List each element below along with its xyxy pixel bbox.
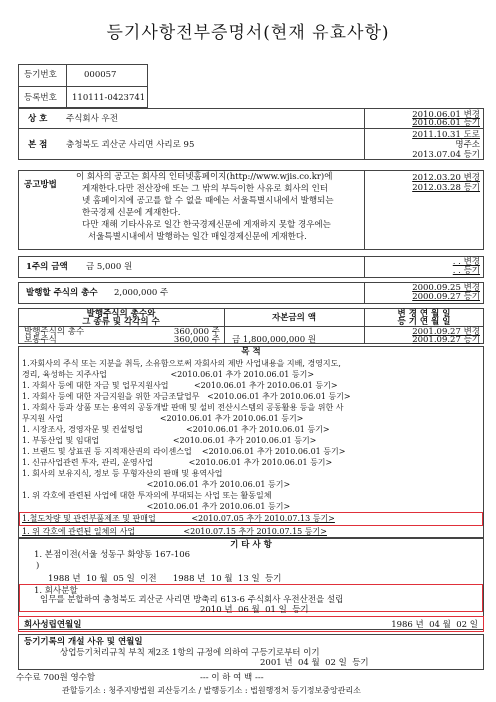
ledger-line-1: 상업등기처리규칙 부칙 제2조 1항의 규정에 의하여 구등기로부터 이기 [60, 648, 320, 658]
purpose-line-7: 1. 부동산업 및 임대업 <2010.06.01 추가 2010.06.01 등기> [22, 436, 317, 445]
fee-text: 수수료 700원 영수함 [16, 673, 96, 683]
issued-row-0-label: 발행주식의 총수 [24, 327, 85, 337]
total-shares-hist-1: 2000.09.27 등기 [412, 292, 480, 302]
ledger-line-2: 2001 년 04 월 02 일 등기 [260, 658, 369, 668]
purpose-line-4: 1. 자회사 등과 상품 또는 용역의 공동개발 판매 및 설비 전산시스템의 공동활용 등을 위한 사 [22, 403, 344, 412]
notice-hist-0: 2012.03.20 변경 [412, 173, 480, 183]
issued-row-0-value: 360,000 주 [173, 327, 220, 337]
office-hist-0: 2011.10.31 도로 [412, 130, 480, 140]
other-line-5: 임무를 분할하여 충청북도 괴산군 사리면 방축리 613-6 주식회사 우전산전을 설립 [40, 595, 344, 605]
office-label: 본 점 [28, 140, 48, 150]
notice-line-4: 다만 재해 기타사유로 일간 한국경제신문에 게재하지 못할 경우에는 [82, 220, 331, 230]
reg-no-label: 등기번호 [24, 70, 57, 80]
notice-line-1: 게재한다.다만 전산장애 또는 그 밖의 부득이한 사유로 회사의 인터 [82, 184, 329, 194]
office-hist-2: 2013.07.04 등기 [412, 150, 480, 160]
page-title: 등기사항전부증명서(현재 유효사항) [106, 23, 390, 43]
name-hist-1: 2010.06.01 등기 [412, 118, 480, 128]
issued-hist-0: 2001.09.27 변경 [412, 327, 480, 337]
capital-value: 금 1,800,000,000 원 [232, 335, 317, 345]
notice-line-5: 서울특별시내에서 발행하는 일간 매일경제신문에 게재한다. [88, 232, 307, 242]
purpose-line-12: 1. 위 각호에 관련된 사업에 대한 투자의에 부대되는 사업 또는 활동일체 [22, 491, 272, 500]
total-shares-hist-0: 2000.09.25 변경 [412, 283, 480, 293]
issued-header-1: 발행주식의 총수와 [86, 309, 156, 319]
issued-row-1-value: 360,000 주 [173, 335, 220, 345]
purpose-line-2: 1. 자회사 등에 대한 자금 및 업무지원사업 <2010.06.01 추가 2010.06.01 등기> [22, 381, 338, 390]
other-line-6: 2010 년 06 월 01 일 등기 [200, 605, 309, 615]
notice-line-3: 한국경제 신문에 게재한다. [82, 208, 181, 218]
purpose-highlight-1: 1.철도차량 및 관련부품제조 및 판매업 <2010.07.05 추가 2010.07.13 등기> [22, 514, 335, 523]
office-address: 충청북도 괴산군 사리면 사리로 95 [66, 140, 195, 150]
establishment-value: 1986 년 04 월 02 일 [391, 620, 478, 630]
office-hist-1: 명주소 [455, 140, 480, 150]
capital-header: 자본금의 액 [271, 313, 316, 323]
date-header-1: 변 경 연 월 일 [397, 309, 451, 319]
purpose-line-11: <2010.06.01 추가 2010.06.01 등기> [22, 480, 291, 489]
issued-hist-1: 2001.09.27 등기 [412, 335, 480, 345]
issued-row-1-label: 보통주식 [24, 335, 57, 345]
reg-id-label: 등록번호 [24, 93, 57, 103]
other-line-3: 1988 년 10 월 05 일 이전 1988 년 10 월 13 일 등기 [48, 574, 282, 584]
other-line-4: 1. 회사분할 [34, 586, 78, 596]
name-hist-0: 2010.06.01 변경 [412, 110, 480, 120]
office-info: 관할등기소 : 청주지방법원 괴산등기소 / 발행등기소 : 법원행정처 등기정보중앙관리소 [62, 686, 361, 695]
company-name-label: 상 호 [28, 114, 48, 124]
purpose-line-10: 1. 회사의 보유지식, 정보 등 무형자산의 판매 및 용역사업 [22, 469, 223, 478]
purpose-highlight-2: 1. 위 각호에 관련된 일체의 사업 <2010.07.15 추가 2010.07.15 등기> [22, 527, 327, 536]
end-marker: --- 이 하 여 백 --- [200, 673, 264, 683]
purpose-line-3: 1. 자회사 등에 대한 자금지원을 위한 자금조달업무 <2010.06.01 추가 2010.06.01 등기> [22, 392, 351, 401]
purpose-line-9: 1. 신규사업관련 투자, 관리, 운영사업 <2010.06.01 추가 2010.06.01 등기> [22, 458, 333, 467]
notice-hist-1: 2012.03.28 등기 [412, 183, 480, 193]
reg-id-value: 110111-0423741 [72, 93, 146, 103]
other-line-1: 1. 본점이전(서울 성동구 화양동 167-106 [34, 550, 191, 560]
date-header-2: 등 기 연 월 일 [397, 317, 451, 327]
reg-no-value: 000057 [84, 70, 117, 80]
other-line-2: ) [36, 561, 40, 571]
share-price-hist-1: . . 등기 [452, 266, 480, 276]
notice-line-2: 넷 홈페이지에 공고를 할 수 없을 때에는 서울특별시내에서 발행되는 [82, 196, 334, 206]
purpose-line-8: 1. 브랜드 및 상표권 등 지적재산권의 라이센스업 <2010.06.01 추가 2010.06.01 등기> [22, 447, 346, 456]
issued-header-2: 그 종류 및 각각의 수 [82, 317, 160, 327]
purpose-line-1: 경리, 육성하는 지주사업 <2010.06.01 추가 2010.06.01 등기> [22, 370, 315, 379]
total-shares-label: 발행할 주식의 총수 [26, 288, 98, 298]
other-matters-label: 기 타 사 항 [230, 540, 272, 550]
total-shares-value: 2,000,000 주 [114, 288, 169, 298]
share-price-hist-0: . . 변경 [452, 257, 480, 267]
purpose-line-5: 무지원 사업 <2010.06.01 추가 2010.06.01 등기> [22, 414, 304, 423]
ledger-label: 등기기록의 개설 사유 및 연월일 [24, 637, 143, 647]
share-price-value: 금 5,000 원 [86, 262, 133, 272]
notice-label: 공고방법 [24, 180, 57, 190]
notice-line-0: 이 회사의 공고는 회사의 인터넷홈페이지(http://www.wjis.co.kr)에 [76, 172, 333, 182]
purpose-line-6: 1. 시장조사, 경영자문 및 컨설팅업 <2010.06.01 추가 2010.06.01 등기> [22, 425, 330, 434]
purpose-label: 목 적 [241, 347, 261, 357]
purpose-line-13: <2010.06.01 추가 2010.06.01 등기> [22, 502, 291, 511]
company-name: 주식회사 우전 [66, 114, 118, 124]
share-price-label: 1주의 금액 [26, 262, 68, 272]
establishment-label: 회사성립연월일 [24, 620, 82, 630]
purpose-line-0: 1.자회사의 주식 또는 지분을 취득, 소유함으로써 자회사의 제반 사업내용을 지배, 경영지도, [22, 359, 341, 368]
